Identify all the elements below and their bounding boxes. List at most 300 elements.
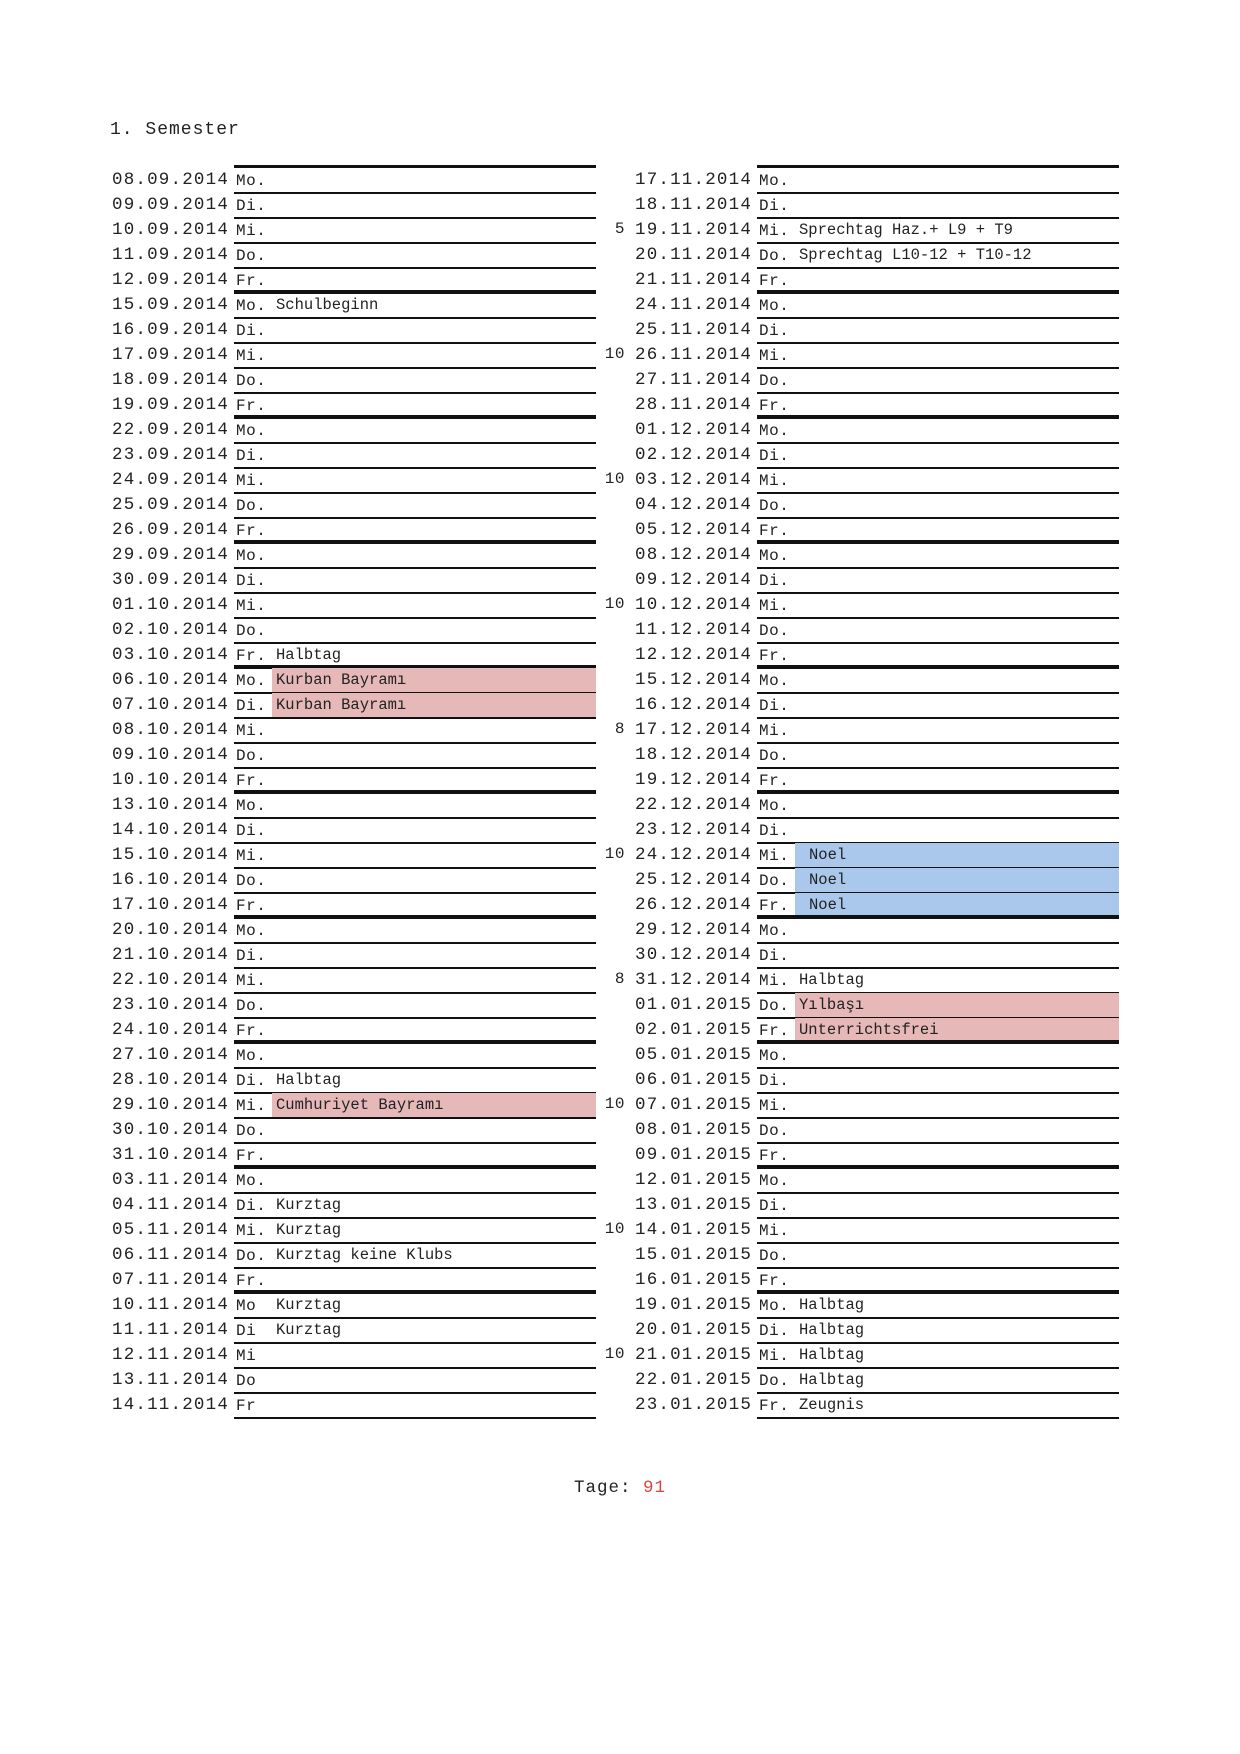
weekday-label: Di. — [236, 197, 267, 215]
date-label: 25.12.2014 — [635, 870, 753, 890]
weekday-label: Mo. — [236, 1047, 267, 1065]
day-cell — [757, 1218, 1119, 1244]
weekday-label: Mi. — [236, 347, 267, 365]
date-label: 19.01.2015 — [635, 1295, 753, 1315]
date-label: 02.12.2014 — [635, 445, 753, 465]
weekday-label: Di. — [759, 322, 790, 340]
date-label: 05.12.2014 — [635, 520, 753, 540]
day-cell — [234, 743, 596, 769]
week-day-count: 5 — [614, 220, 625, 238]
weekday-label: Fr. — [236, 1272, 267, 1290]
weekday-label: Do. — [236, 1122, 267, 1140]
week-day-count: 10 — [604, 1220, 625, 1238]
date-label: 11.11.2014 — [112, 1320, 230, 1340]
date-label: 15.01.2015 — [635, 1245, 753, 1265]
date-label: 16.01.2015 — [635, 1270, 753, 1290]
weekday-label: Di. — [759, 572, 790, 590]
day-cell — [234, 1193, 596, 1219]
date-label: 08.01.2015 — [635, 1120, 753, 1140]
weekday-label: Mi — [236, 1347, 257, 1365]
weekday-label: Di. — [759, 1197, 790, 1215]
weekday-label: Mo. — [759, 797, 790, 815]
weekday-label: Fr. — [236, 522, 267, 540]
day-cell — [234, 415, 596, 444]
holiday-note: Kurban Bayramı — [272, 693, 596, 717]
date-label: 09.10.2014 — [112, 745, 230, 765]
date-label: 16.09.2014 — [112, 320, 230, 340]
date-label: 10.09.2014 — [112, 220, 230, 240]
weekday-label: Mi. — [236, 1222, 267, 1240]
date-label: 18.09.2014 — [112, 370, 230, 390]
day-cell — [757, 1318, 1119, 1344]
day-cell — [234, 218, 596, 244]
day-cell — [234, 368, 596, 394]
date-label: 19.11.2014 — [635, 220, 753, 240]
page-title: 1. Semester — [110, 120, 240, 140]
weekday-label: Mo. — [759, 422, 790, 440]
event-note: Kurztag — [276, 1196, 342, 1214]
date-label: 24.11.2014 — [635, 295, 753, 315]
date-label: 31.10.2014 — [112, 1145, 230, 1165]
weekday-label: Fr. — [759, 772, 790, 790]
date-label: 08.09.2014 — [112, 170, 230, 190]
week-day-count: 10 — [604, 1095, 625, 1113]
weekday-label: Do. — [759, 1122, 790, 1140]
day-cell — [234, 665, 596, 694]
holiday-note: Cumhuriyet Bayramı — [272, 1093, 596, 1117]
event-note: Halbtag — [276, 646, 342, 664]
weekday-label: Do. — [759, 1372, 790, 1390]
date-label: 02.01.2015 — [635, 1020, 753, 1040]
day-cell — [234, 1290, 596, 1319]
event-note: Sprechtag Haz.+ L9 + T9 — [799, 221, 1013, 239]
weekday-label: Do. — [759, 247, 790, 265]
date-label: 31.12.2014 — [635, 970, 753, 990]
date-label: 06.01.2015 — [635, 1070, 753, 1090]
day-cell — [757, 868, 1119, 894]
date-label: 20.10.2014 — [112, 920, 230, 940]
date-label: 07.10.2014 — [112, 695, 230, 715]
weekday-label: Do. — [236, 747, 267, 765]
date-label: 22.01.2015 — [635, 1370, 753, 1390]
day-cell — [757, 1118, 1119, 1144]
day-cell — [757, 1093, 1119, 1119]
date-label: 14.11.2014 — [112, 1395, 230, 1415]
event-note: Sprechtag L10-12 + T10-12 — [799, 246, 1032, 264]
day-cell — [234, 165, 596, 194]
weekday-label: Mo. — [236, 297, 267, 315]
weekday-label: Fr. — [759, 647, 790, 665]
date-label: 02.10.2014 — [112, 620, 230, 640]
weekday-label: Mo. — [236, 922, 267, 940]
weekday-label: Mo — [236, 1297, 257, 1315]
day-cell — [234, 968, 596, 994]
total-label: Tage: — [573, 1478, 632, 1498]
day-cell — [234, 790, 596, 819]
weekday-label: Do. — [236, 872, 267, 890]
total-days — [0, 1478, 1240, 1498]
event-note: Kurztag — [276, 1296, 342, 1314]
date-label: 05.01.2015 — [635, 1045, 753, 1065]
day-cell — [757, 993, 1119, 1019]
day-cell — [234, 1218, 596, 1244]
day-cell — [757, 1243, 1119, 1269]
weekday-label: Do. — [236, 1247, 267, 1265]
date-label: 25.09.2014 — [112, 495, 230, 515]
weekday-label: Mi. — [759, 722, 790, 740]
day-cell — [757, 1343, 1119, 1369]
date-label: 26.11.2014 — [635, 345, 753, 365]
date-label: 04.11.2014 — [112, 1195, 230, 1215]
weekday-label: Mi. — [236, 597, 267, 615]
date-label: 09.01.2015 — [635, 1145, 753, 1165]
weekday-label: Fr. — [236, 897, 267, 915]
date-label: 15.10.2014 — [112, 845, 230, 865]
day-cell — [757, 193, 1119, 219]
date-label: 28.11.2014 — [635, 395, 753, 415]
weekday-label: Mi. — [759, 1222, 790, 1240]
date-label: 04.12.2014 — [635, 495, 753, 515]
date-label: 10.10.2014 — [112, 770, 230, 790]
day-cell — [757, 790, 1119, 819]
date-label: 12.11.2014 — [112, 1345, 230, 1365]
date-label: 21.10.2014 — [112, 945, 230, 965]
date-label: 30.10.2014 — [112, 1120, 230, 1140]
week-day-count: 8 — [614, 720, 625, 738]
weekday-label: Di. — [236, 572, 267, 590]
weekday-label: Di. — [236, 322, 267, 340]
date-label: 19.09.2014 — [112, 395, 230, 415]
weekday-label: Mo. — [759, 172, 790, 190]
date-label: 30.12.2014 — [635, 945, 753, 965]
day-cell — [757, 218, 1119, 244]
date-label: 11.09.2014 — [112, 245, 230, 265]
weekday-label: Mi. — [759, 597, 790, 615]
holiday-note: Noel — [795, 843, 1119, 867]
weekday-label: Mo. — [759, 297, 790, 315]
day-cell — [234, 693, 596, 719]
holiday-note: Noel — [795, 893, 1119, 917]
date-label: 28.10.2014 — [112, 1070, 230, 1090]
weekday-label: Do. — [236, 997, 267, 1015]
day-cell — [757, 968, 1119, 994]
date-label: 23.12.2014 — [635, 820, 753, 840]
day-cell — [234, 290, 596, 319]
day-cell — [757, 693, 1119, 719]
weekday-label: Di. — [236, 447, 267, 465]
day-cell — [234, 193, 596, 219]
weekday-label: Do — [236, 1372, 257, 1390]
date-label: 24.09.2014 — [112, 470, 230, 490]
weekday-label: Do. — [759, 872, 790, 890]
day-cell — [757, 843, 1119, 869]
weekday-label: Mo. — [236, 797, 267, 815]
date-label: 19.12.2014 — [635, 770, 753, 790]
date-label: 01.01.2015 — [635, 995, 753, 1015]
weekday-label: Mi. — [759, 1347, 790, 1365]
date-label: 14.10.2014 — [112, 820, 230, 840]
day-cell — [234, 1118, 596, 1144]
day-cell — [757, 665, 1119, 694]
day-cell — [757, 443, 1119, 469]
date-label: 06.11.2014 — [112, 1245, 230, 1265]
holiday-note: Noel — [795, 868, 1119, 892]
date-label: 29.12.2014 — [635, 920, 753, 940]
weekday-label: Mi. — [759, 1097, 790, 1115]
weekday-label: Do. — [759, 1247, 790, 1265]
day-cell — [234, 593, 596, 619]
day-cell — [757, 718, 1119, 744]
weekday-label: Mi. — [759, 472, 790, 490]
date-label: 22.12.2014 — [635, 795, 753, 815]
weekday-label: Do. — [236, 372, 267, 390]
weekday-label: Do. — [236, 497, 267, 515]
date-label: 15.12.2014 — [635, 670, 753, 690]
weekday-label: Do. — [236, 622, 267, 640]
date-label: 08.12.2014 — [635, 545, 753, 565]
weekday-label: Fr. — [236, 1022, 267, 1040]
date-label: 23.09.2014 — [112, 445, 230, 465]
day-cell — [757, 540, 1119, 569]
day-cell — [234, 915, 596, 944]
day-cell — [757, 1040, 1119, 1069]
event-note: Schulbeginn — [276, 296, 379, 314]
date-label: 07.11.2014 — [112, 1270, 230, 1290]
weekday-label: Do. — [759, 622, 790, 640]
weekday-label: Mo. — [236, 672, 267, 690]
date-label: 10.11.2014 — [112, 1295, 230, 1315]
weekday-label: Mo. — [236, 172, 267, 190]
date-label: 24.12.2014 — [635, 845, 753, 865]
date-label: 17.10.2014 — [112, 895, 230, 915]
date-label: 15.09.2014 — [112, 295, 230, 315]
date-label: 10.12.2014 — [635, 595, 753, 615]
day-cell — [757, 818, 1119, 844]
day-cell — [757, 1193, 1119, 1219]
weekday-label: Mi. — [236, 972, 267, 990]
day-cell — [234, 1093, 596, 1119]
date-label: 07.01.2015 — [635, 1095, 753, 1115]
day-cell — [234, 993, 596, 1019]
weekday-label: Fr. — [759, 897, 790, 915]
date-label: 17.11.2014 — [635, 170, 753, 190]
day-cell — [234, 818, 596, 844]
weekday-label: Mi. — [236, 722, 267, 740]
day-cell — [234, 1243, 596, 1269]
day-cell — [234, 468, 596, 494]
holiday-note: Kurban Bayramı — [272, 668, 596, 692]
weekday-label: Do. — [759, 747, 790, 765]
week-day-count: 10 — [604, 345, 625, 363]
day-cell — [757, 493, 1119, 519]
date-label: 20.01.2015 — [635, 1320, 753, 1340]
weekday-label: Mo. — [759, 1297, 790, 1315]
day-cell — [234, 843, 596, 869]
date-label: 27.10.2014 — [112, 1045, 230, 1065]
weekday-label: Di. — [236, 697, 267, 715]
date-label: 21.11.2014 — [635, 270, 753, 290]
date-label: 17.12.2014 — [635, 720, 753, 740]
weekday-label: Di. — [236, 1072, 267, 1090]
weekday-label: Mo. — [759, 922, 790, 940]
date-label: 09.12.2014 — [635, 570, 753, 590]
day-cell — [234, 1393, 596, 1419]
total-value: 91 — [643, 1478, 667, 1498]
day-cell — [757, 743, 1119, 769]
day-cell — [234, 568, 596, 594]
date-label: 23.01.2015 — [635, 1395, 753, 1415]
day-cell — [757, 568, 1119, 594]
weekday-label: Mo. — [759, 1172, 790, 1190]
date-label: 13.10.2014 — [112, 795, 230, 815]
day-cell — [234, 343, 596, 369]
day-cell — [757, 415, 1119, 444]
weekday-label: Di — [236, 1322, 257, 1340]
date-label: 29.10.2014 — [112, 1095, 230, 1115]
day-cell — [757, 243, 1119, 269]
day-cell — [234, 1040, 596, 1069]
event-note: Halbtag — [799, 1296, 865, 1314]
date-label: 21.01.2015 — [635, 1345, 753, 1365]
date-label: 14.01.2015 — [635, 1220, 753, 1240]
weekday-label: Do. — [236, 247, 267, 265]
day-cell — [757, 1290, 1119, 1319]
weekday-label: Mi. — [236, 847, 267, 865]
weekday-label: Fr — [236, 1397, 257, 1415]
weekday-label: Mi. — [236, 1097, 267, 1115]
date-label: 22.09.2014 — [112, 420, 230, 440]
day-cell — [757, 1368, 1119, 1394]
weekday-label: Fr. — [236, 397, 267, 415]
week-day-count: 8 — [614, 970, 625, 988]
day-cell — [757, 943, 1119, 969]
date-label: 16.10.2014 — [112, 870, 230, 890]
day-cell — [234, 318, 596, 344]
weekday-label: Fr. — [759, 522, 790, 540]
event-note: Halbtag — [276, 1071, 342, 1089]
week-day-count: 10 — [604, 595, 625, 613]
date-label: 01.10.2014 — [112, 595, 230, 615]
weekday-label: Fr. — [759, 1272, 790, 1290]
day-cell — [234, 1318, 596, 1344]
date-label: 13.01.2015 — [635, 1195, 753, 1215]
day-cell — [234, 493, 596, 519]
date-label: 03.11.2014 — [112, 1170, 230, 1190]
day-cell — [757, 1393, 1119, 1419]
weekday-label: Fr. — [759, 272, 790, 290]
day-cell — [757, 368, 1119, 394]
date-label: 22.10.2014 — [112, 970, 230, 990]
week-day-count: 10 — [604, 470, 625, 488]
event-note: Halbtag — [799, 1346, 865, 1364]
date-label: 11.12.2014 — [635, 620, 753, 640]
weekday-label: Fr. — [759, 1147, 790, 1165]
day-cell — [234, 1165, 596, 1194]
weekday-label: Di. — [236, 822, 267, 840]
event-note: Halbtag — [799, 1321, 865, 1339]
date-label: 29.09.2014 — [112, 545, 230, 565]
day-cell — [234, 443, 596, 469]
weekday-label: Fr. — [759, 1022, 790, 1040]
day-cell — [234, 718, 596, 744]
date-label: 12.12.2014 — [635, 645, 753, 665]
date-label: 23.10.2014 — [112, 995, 230, 1015]
weekday-label: Mi. — [236, 222, 267, 240]
date-label: 13.11.2014 — [112, 1370, 230, 1390]
weekday-label: Mo. — [236, 547, 267, 565]
day-cell — [234, 943, 596, 969]
date-label: 26.09.2014 — [112, 520, 230, 540]
weekday-label: Mi. — [759, 847, 790, 865]
day-cell — [757, 618, 1119, 644]
weekday-label: Do. — [759, 497, 790, 515]
date-label: 26.12.2014 — [635, 895, 753, 915]
weekday-label: Di. — [236, 947, 267, 965]
day-cell — [234, 1343, 596, 1369]
weekday-label: Di. — [759, 447, 790, 465]
date-label: 25.11.2014 — [635, 320, 753, 340]
weekday-label: Mi. — [759, 222, 790, 240]
weekday-label: Fr. — [236, 647, 267, 665]
date-label: 01.12.2014 — [635, 420, 753, 440]
weekday-label: Di. — [759, 697, 790, 715]
weekday-label: Mo. — [236, 1172, 267, 1190]
date-label: 05.11.2014 — [112, 1220, 230, 1240]
weekday-label: Do. — [759, 997, 790, 1015]
event-note: Kurztag keine Klubs — [276, 1246, 453, 1264]
date-label: 08.10.2014 — [112, 720, 230, 740]
day-cell — [757, 1165, 1119, 1194]
weekday-label: Di. — [236, 1197, 267, 1215]
holiday-note: Yılbaşı — [795, 993, 1119, 1017]
date-label: 30.09.2014 — [112, 570, 230, 590]
event-note: Halbtag — [799, 1371, 865, 1389]
day-cell — [757, 165, 1119, 194]
weekday-label: Di. — [759, 822, 790, 840]
weekday-label: Di. — [759, 947, 790, 965]
weekday-label: Di. — [759, 197, 790, 215]
date-label: 18.12.2014 — [635, 745, 753, 765]
date-label: 18.11.2014 — [635, 195, 753, 215]
weekday-label: Di. — [759, 1322, 790, 1340]
day-cell — [234, 1368, 596, 1394]
day-cell — [757, 343, 1119, 369]
weekday-label: Mo. — [759, 1047, 790, 1065]
day-cell — [757, 593, 1119, 619]
weekday-label: Fr. — [759, 1397, 790, 1415]
event-note: Kurztag — [276, 1221, 342, 1239]
weekday-label: Fr. — [236, 772, 267, 790]
day-cell — [757, 468, 1119, 494]
date-label: 27.11.2014 — [635, 370, 753, 390]
weekday-label: Fr. — [236, 272, 267, 290]
date-label: 17.09.2014 — [112, 345, 230, 365]
date-label: 16.12.2014 — [635, 695, 753, 715]
day-cell — [757, 1068, 1119, 1094]
date-label: 09.09.2014 — [112, 195, 230, 215]
day-cell — [234, 1068, 596, 1094]
weekday-label: Mi. — [759, 972, 790, 990]
weekday-label: Fr. — [759, 397, 790, 415]
day-cell — [234, 540, 596, 569]
day-cell — [757, 915, 1119, 944]
weekday-label: Do. — [759, 372, 790, 390]
weekday-label: Fr. — [236, 1147, 267, 1165]
day-cell — [234, 243, 596, 269]
day-cell — [234, 868, 596, 894]
weekday-label: Di. — [759, 1072, 790, 1090]
weekday-label: Mo. — [759, 547, 790, 565]
